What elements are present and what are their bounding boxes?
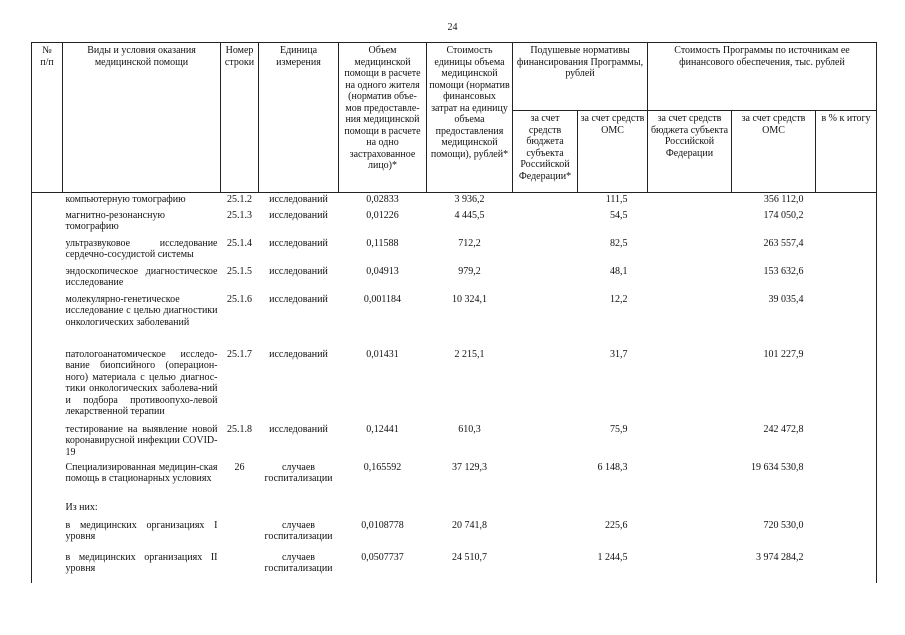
cell-no [32, 209, 63, 237]
cell-cost: 610,3 [458, 423, 481, 435]
cell-per-capita-oms: 75,9 [610, 423, 628, 435]
cell-per-capita-budget [513, 551, 578, 583]
cell-no [32, 461, 63, 501]
cell-sources-oms: 242 472,8 [763, 423, 804, 435]
cell-row-number: 25.1.5 [227, 265, 252, 277]
cell-per-capita-oms: 111,5 [605, 194, 628, 205]
cell-name: в медицинских организациях I уровня [65, 519, 218, 542]
cell-cost: 3 936,2 [454, 194, 485, 205]
cell-per-capita-budget [513, 501, 578, 519]
cell-cost: 24 510,7 [452, 551, 487, 563]
cell-no [32, 519, 63, 551]
cell-sources-budget [648, 348, 732, 423]
cell-no [32, 501, 63, 519]
cell-no [32, 348, 63, 423]
cell-per-capita-budget [513, 461, 578, 501]
cell-sources-pct [816, 551, 877, 583]
cell-per-capita-budget [513, 209, 578, 237]
table-row [32, 423, 877, 461]
cell-volume: 0,01431 [366, 348, 399, 360]
cell-no [32, 237, 63, 265]
cell-cost: 979,2 [458, 265, 481, 277]
cell-name: в медицинских организациях II уровня [65, 551, 218, 574]
cell-sources-budget [648, 501, 732, 519]
cell-name: тестирование на выявление новой коронавирусной инфекции COVID-19 [65, 423, 218, 458]
cell-row-number: 25.1.8 [227, 423, 252, 435]
header-sources-oms: за счет средств ОМС [732, 111, 816, 193]
cell-sources-pct [816, 461, 877, 501]
table-row [32, 551, 877, 583]
cell-sources-pct [816, 423, 877, 461]
cell-cost: 712,2 [458, 237, 481, 249]
cell-per-capita-oms: 6 148,3 [597, 461, 628, 473]
cell-volume: 0,01226 [366, 209, 399, 221]
cell-row-number: 25.1.6 [227, 293, 252, 305]
cell-name: магнитно-резонансную томографию [65, 209, 165, 232]
cell-per-capita-budget [513, 265, 578, 293]
cell-sources-budget [648, 461, 732, 501]
table-row [32, 265, 877, 293]
cell-per-capita-oms: 12,2 [610, 293, 628, 305]
header-no: № п/п [32, 43, 63, 193]
cell-volume: 0,11588 [366, 237, 399, 249]
cell-cost: 2 215,1 [454, 348, 485, 360]
cell-sources-budget [648, 193, 732, 209]
cell-sources-oms: 263 557,4 [763, 237, 804, 249]
cell-cost [427, 501, 513, 519]
cell-sources-pct [816, 519, 877, 551]
table-row [32, 237, 877, 265]
cell-sources-oms [732, 501, 816, 519]
cell-volume: 0,12441 [366, 423, 399, 435]
cell-cost: 10 324,1 [452, 293, 487, 305]
header-per-capita-oms: за счет средств ОМС [578, 111, 648, 193]
cell-sources-pct [816, 501, 877, 519]
cell-sources-budget [648, 551, 732, 583]
cell-no [32, 265, 63, 293]
cell-cost: 37 129,3 [452, 461, 487, 473]
header-cost: Стоимость единицы объема медицинской помощи (норматив финансовых затрат на единицу объема предоставления медицинской помощи), рублей* [427, 43, 513, 193]
cell-row-number [221, 551, 259, 583]
header-sources: Стоимость Программы по источникам ее финансового обеспечения, тыс. рублей [648, 43, 877, 111]
cell-per-capita-oms: 31,7 [610, 348, 628, 360]
cell-sources-oms: 19 634 530,8 [751, 461, 804, 473]
cell-sources-pct [816, 293, 877, 348]
header-type: Виды и условия оказания медицинской помощи [63, 43, 221, 193]
cell-per-capita-oms: 48,1 [610, 265, 628, 277]
cell-sources-oms: 174 050,2 [763, 209, 804, 221]
cell-unit: случаев госпитализации [264, 461, 333, 484]
cell-volume: 0,04913 [366, 265, 399, 277]
cell-unit: исследований [269, 209, 328, 221]
cell-sources-budget [648, 237, 732, 265]
cell-volume: 0,165592 [363, 461, 402, 473]
cell-sources-pct [816, 193, 877, 209]
header-unit: Единица измерения [259, 43, 339, 193]
cell-name: Из них: [65, 501, 98, 513]
cell-no [32, 551, 63, 583]
cell-sources-pct [816, 265, 877, 293]
cell-unit: случаев госпитализации [264, 519, 333, 542]
cell-sources-oms: 101 227,9 [763, 348, 804, 360]
table-row [32, 348, 877, 423]
cell-sources-budget [648, 265, 732, 293]
cell-volume: 0,0108778 [361, 519, 404, 531]
cell-unit [259, 501, 339, 519]
cell-row-number: 25.1.7 [227, 348, 252, 360]
cell-cost: 4 445,5 [454, 209, 485, 221]
cell-per-capita-budget [513, 293, 578, 348]
cell-no [32, 193, 63, 209]
cell-sources-oms: 356 112,0 [763, 194, 804, 205]
cell-name: компьютерную томографию [65, 194, 186, 205]
table-row [32, 209, 877, 237]
table-row [32, 193, 877, 209]
cell-unit: исследований [269, 265, 328, 277]
table-row [32, 293, 877, 348]
cell-per-capita-budget [513, 519, 578, 551]
cell-volume [339, 501, 427, 519]
header-per-capita: Подушевые нормативы финансирования Программы, рублей [513, 43, 648, 111]
cell-sources-budget [648, 423, 732, 461]
cell-row-number: 25.1.3 [227, 209, 252, 221]
table-row [32, 519, 877, 551]
cell-unit: исследований [269, 423, 328, 435]
cell-sources-pct [816, 348, 877, 423]
cell-per-capita-oms: 1 244,5 [597, 551, 628, 563]
cell-sources-budget [648, 519, 732, 551]
cell-name: ультразвуковое исследование сердечно-сосудистой системы [65, 237, 218, 260]
header-per-capita-budget: за счет средств бюджета субъекта Российской Федерации* [513, 111, 578, 193]
header-row-no: Номер строки [221, 43, 259, 193]
cell-row-number [221, 501, 259, 519]
cell-per-capita-oms: 82,5 [610, 237, 628, 249]
program-cost-table [31, 42, 877, 583]
cell-unit: исследований [269, 293, 328, 305]
cell-sources-oms: 39 035,4 [768, 293, 804, 305]
cell-name: молекулярно-генетическое исследование с целью диагностики онкологических заболеваний [65, 293, 218, 328]
cell-no [32, 293, 63, 348]
cell-name: патологоанатомическое исследо-вание биопсийного (операцион-ного) материала с целью диагнос-тики онкологических заболева-ний и подбора противоопухо-левой лекарственной терапии [65, 348, 218, 417]
cell-name: Специализированная медицин-ская помощь в стационарных условиях [65, 461, 218, 484]
cell-row-number: 25.1.2 [227, 194, 252, 205]
cell-sources-oms: 720 530,0 [763, 519, 804, 531]
cell-unit: исследований [269, 348, 328, 360]
cell-per-capita-oms [578, 501, 648, 519]
cell-per-capita-budget [513, 193, 578, 209]
header-volume: Объем медицинской помощи в расчете на одного жителя (норматив объе-мов предоставле-ния медицинской помощи в расчете на одно застрахованное лицо)* [339, 43, 427, 193]
header-sources-pct: в % к итогу [816, 111, 877, 193]
page-number: 24 [447, 22, 458, 33]
cell-volume: 0,0507737 [361, 551, 404, 563]
cell-row-number: 25.1.4 [227, 237, 252, 249]
cell-sources-oms: 153 632,6 [763, 265, 804, 277]
table-row [32, 501, 877, 519]
cell-row-number [221, 519, 259, 551]
cell-per-capita-budget [513, 348, 578, 423]
cell-per-capita-budget [513, 237, 578, 265]
cell-volume: 0,02833 [366, 194, 399, 205]
cell-per-capita-oms: 54,5 [610, 209, 628, 221]
cell-sources-budget [648, 209, 732, 237]
cell-sources-budget [648, 293, 732, 348]
cell-per-capita-oms: 225,6 [605, 519, 628, 531]
cell-unit: исследований [269, 237, 328, 249]
cell-sources-oms: 3 974 284,2 [756, 551, 804, 563]
cell-per-capita-budget [513, 423, 578, 461]
table-row [32, 461, 877, 501]
cell-unit: исследований [269, 194, 328, 205]
cell-unit: случаев госпитализации [264, 551, 333, 574]
cell-no [32, 423, 63, 461]
cell-sources-pct [816, 237, 877, 265]
cell-sources-pct [816, 209, 877, 237]
cell-name: эндоскопическое диагностическое исследование [65, 265, 218, 288]
header-sources-budget: за счет средств бюджета субъекта Российской Федерации [648, 111, 732, 193]
cell-cost: 20 741,8 [452, 519, 487, 531]
cell-volume: 0,001184 [363, 293, 402, 305]
cell-row-number: 26 [234, 461, 245, 473]
